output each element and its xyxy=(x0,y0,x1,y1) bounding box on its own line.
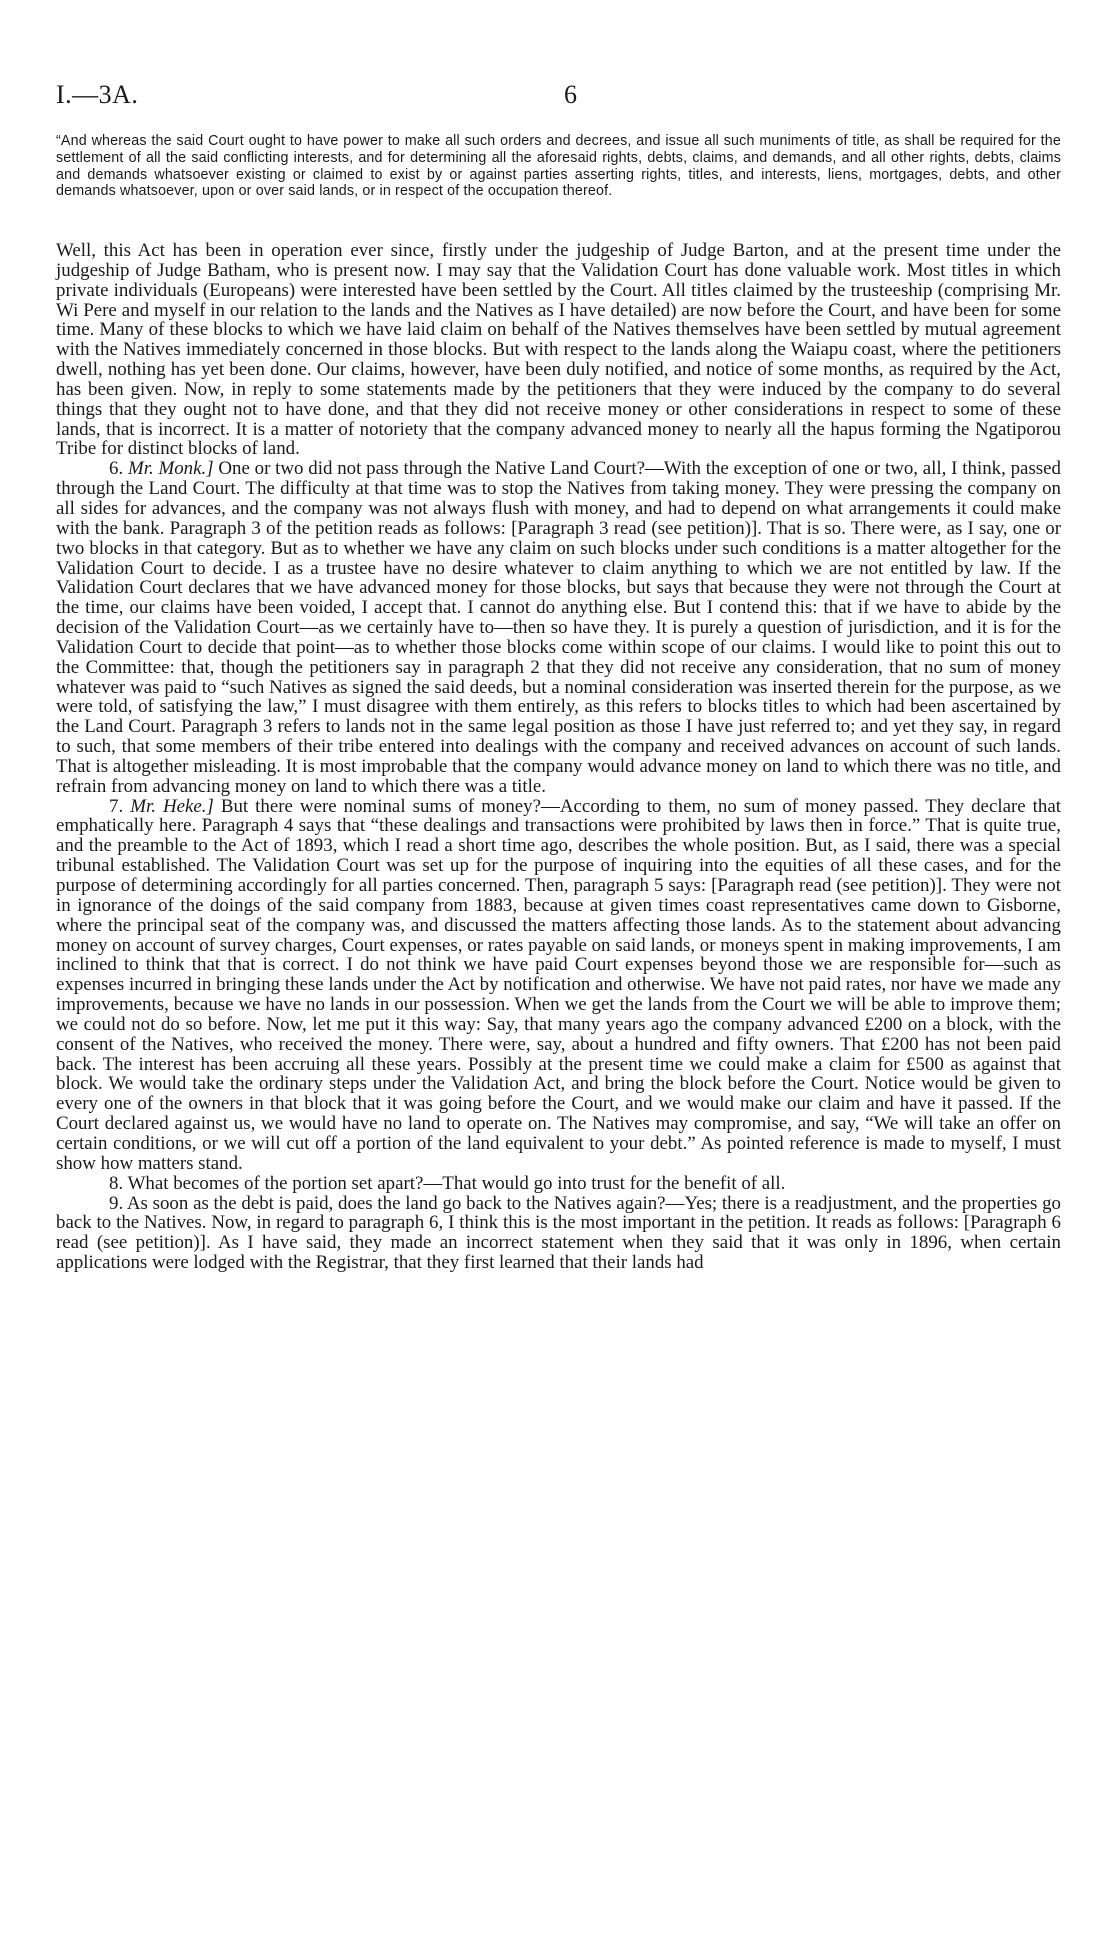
page-number: 6 xyxy=(564,80,577,109)
paragraph-9 xyxy=(56,1194,1061,1273)
quoted-preamble: “And whereas the said Court ought to have power to make all such orders and decrees, and issue all such muniments of title, as shall be required for the settlement of all the said conflicting interests, and for determining all the aforesaid rights, debts, claims, and demands, and all other rights, debts, claims and demands whatsoever existing or claimed to exist by or against parties asserting rights, titles, and interests, liens, mortgages, debts, and other demands whatsoever, upon or over said lands, or in respect of the occupation thereof. xyxy=(56,133,1061,200)
document-body xyxy=(56,241,1061,1273)
paragraph-number: 6. xyxy=(109,458,124,480)
paragraph-text: Well, this Act has been in operation ever since, firstly under the judgeship of Judge Barton, and at the present time under the judgeship of Judge Batham, who is present now. I may say that the Validation Court has done valuable work. Most titles in which private individuals (Europeans) were interested have been settled by the Court. All titles claimed by the trusteeship (comprising Mr. Wi Pere and myself in our relation to the lands and the Natives as I have detailed) are now before the Court, and have been for some time. Many of these blocks to which we have laid claim on behalf of the Natives themselves have been settled by mutual agreement with the Natives immediately concerned in those blocks. But with respect to the lands along the Waiapu coast, where the petitioners dwell, nothing has yet been done. Our claims, however, have been duly notified, and notice of some months, as required by the Act, has been given. Now, in reply to some statements made by the petitioners that they were induced by the company to do several things that they ought not to have done, and that they did not receive money or other considerations in respect to some of these lands, that is incorrect. It is a matter of notoriety that the company advanced money to nearly all the hapus forming the Ngatiporou Tribe for distinct blocks of land. xyxy=(56,240,1061,460)
page-header xyxy=(56,80,1061,112)
paragraph-text: As soon as the debt is paid, does the land go back to the Natives again?—Yes; there is a readjustment, and the properties go back to the Natives. Now, in regard to paragraph 6, I think this is the most important in the petition. It reads as follows: [Paragraph 6 read (see petition)]. As I have said, they made an incorrect statement when they said that it was only in 1896, when certain applications were lodged with the Registrar, that they first learned that their lands had xyxy=(56,1192,1061,1274)
paragraph-number: 9. xyxy=(109,1192,124,1214)
speaker-label: Mr. Heke.] xyxy=(130,795,214,817)
paragraph-7 xyxy=(56,797,1061,1174)
paragraph-intro xyxy=(56,241,1061,459)
paragraph-text: What becomes of the portion set apart?—That would go into trust for the benefit of all. xyxy=(127,1172,786,1194)
speaker-label: Mr. Monk.] xyxy=(127,458,214,480)
paragraph-text: One or two did not pass through the Native Land Court?—With the exception of one or two, all, I think, passed through the Land Court. The difficulty at that time was to stop the Natives from taking money. They were pressing the company on all sides for advances, and the company was not always flush with money, and had to depend on what arrangements it could make with the bank. Paragraph 3 of the petition reads as follows: [Paragraph 3 read (see petition)]. That is so. There were, as I say, one or two blocks in that category. But as to whether we have any claim on such blocks under such conditions is a matter altogether for the Validation Court to decide. I as a trustee have no desire whatever to claim anything to which we are not entitled by law. If the Validation Court declares that we have advanced money for those blocks, but says that because they were not through the Court at the time, our claims have been voided, I accept that. I cannot do anything else. But I contend this: that if we have to abide by the decision of the Validation Court—as we certainly have to—then so have they. It is purely a question of jurisdiction, and it is for the Validation Court to decide that point—as to whether those blocks come within scope of our claims. I would like to point this out to the Committee: that, though the petitioners say in paragraph 2 that they did not receive any consideration, that no sum of money whatever was paid to “such Natives as signed the said deeds, but a nominal consideration was inserted therein for the purpose, as we were told, of satisfying the law,” I must disagree with them entirely, as this refers to blocks titles to which had been ascertained by the Land Court. Paragraph 3 refers to lands not in the same legal position as those I have just referred to; and yet they say, in regard to such, that some members of their tribe entered into dealings with the company and received advances on account of such lands. That is altogether misleading. It is most improbable that the company would advance money on land to which there was no title, and refrain from advancing money on land to which there was a title. xyxy=(56,458,1061,797)
paragraph-6 xyxy=(56,459,1061,796)
paragraph-text: But there were nominal sums of money?—According to them, no sum of money passed. They declare that emphatically here. Paragraph 4 says that “these dealings and transactions were prohibited by laws then in force.” That is quite true, and the preamble to the Act of 1893, which I read a short time ago, describes the whole position. But, as I said, there was a special tribunal established. The Validation Court was set up for the purpose of inquiring into the equities of all these cases, and for the purpose of determining accordingly for all parties concerned. Then, paragraph 5 says: [Paragraph read (see petition)]. They were not in ignorance of the doings of the said company from 1883, because at given times coast representatives came down to Gisborne, where the principal seat of the company was, and discussed the matters affecting those lands. As to the statement about advancing money on account of survey charges, Court expenses, or rates payable on said lands, or moneys spent in making improvements, I am inclined to think that that is correct. I do not think we have paid Court expenses beyond those we are responsible for—such as expenses incurred in bringing these lands under the Act by notification and otherwise. We have not paid rates, nor have we made any improvements, because we have no lands in our possession. When we get the lands from the Court we will be able to improve them; we could not do so before. Now, let me put it this way: Say, that many years ago the company advanced £200 on a block, with the consent of the Natives, who received the money. There were, say, about a hundred and fifty owners. That £200 has not been paid back. The interest has been accruing all these years. Possibly at the present time we could make a claim for £500 as against that block. We would take the ordinary steps under the Validation Act, and bring the block before the Court. Notice would be given to every one of the owners in that block that it was going before the Court, and we would make our claim and have it passed. If the Court declared against us, we would have no land to operate on. The Natives may compromise, and say, “We will take an offer on certain conditions, or we will cut off a portion of the land equivalent to your debt.” As pointed reference is made to myself, I must show how matters stand. xyxy=(56,795,1061,1174)
paragraph-8 xyxy=(56,1174,1061,1194)
paragraph-number: 8. xyxy=(109,1172,124,1194)
paragraph-number: 7. xyxy=(109,795,124,817)
page-reference: I.—3A. xyxy=(56,80,139,109)
